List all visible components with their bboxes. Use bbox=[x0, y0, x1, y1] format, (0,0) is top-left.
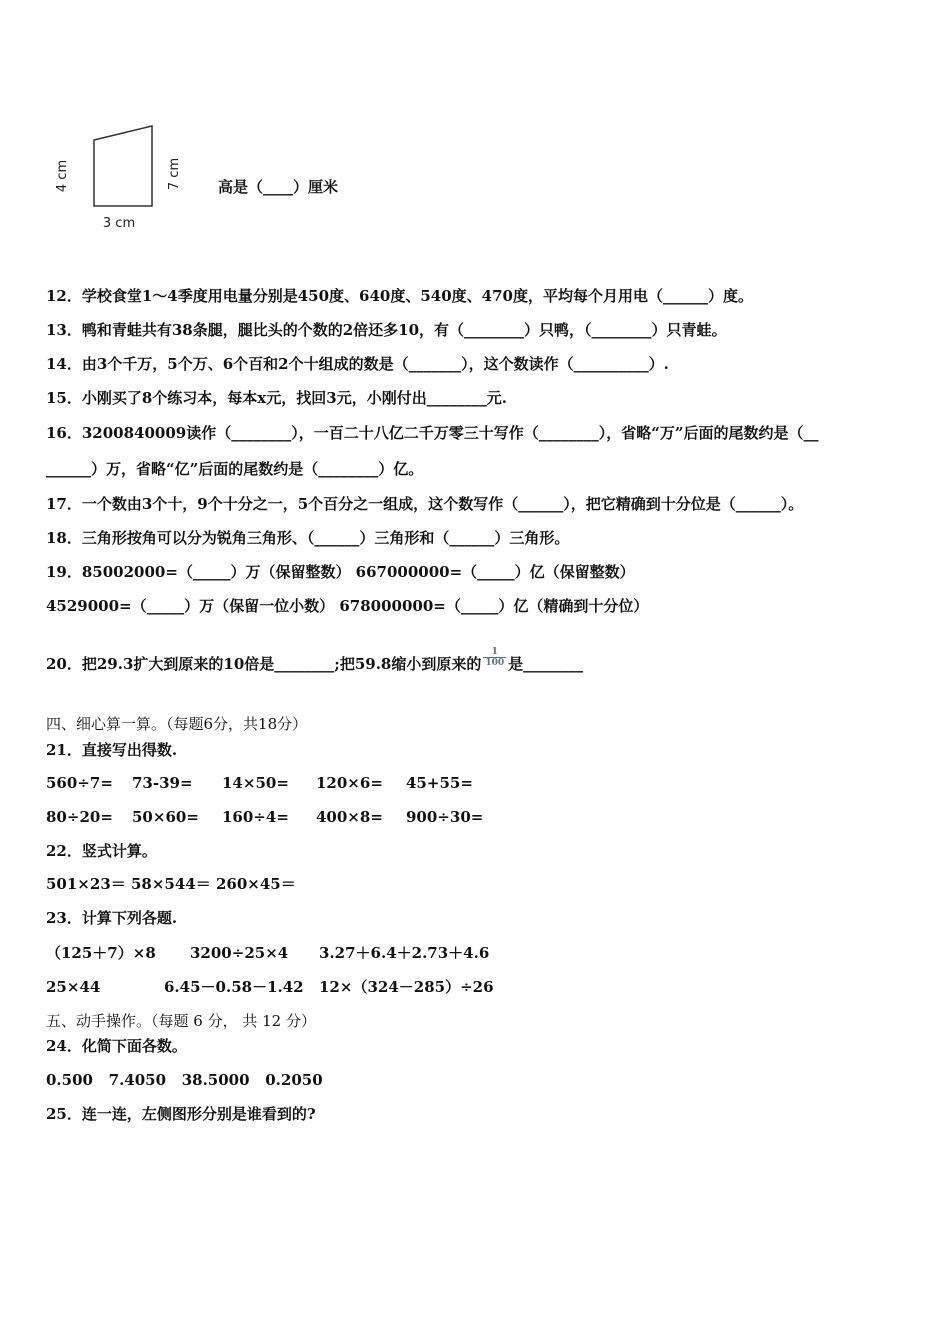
calc-item: 560÷7= bbox=[46, 774, 113, 792]
question-24: 24．化简下面各数。 bbox=[46, 1037, 187, 1055]
calc-item: 120×6= bbox=[316, 774, 383, 792]
section-4-title: 四、细心算一算。（每题6分，共18分） bbox=[46, 715, 308, 733]
calc-item: 73-39= bbox=[132, 774, 193, 792]
calc-row-2 bbox=[46, 807, 483, 827]
question-14: 14．由3个千万，5个万、6个百和2个十组成的数是（_______），这个数读作（__________）. bbox=[46, 355, 669, 373]
calc-item: 25×44 bbox=[46, 978, 101, 996]
calc-item: 45+55= bbox=[406, 774, 473, 792]
question-16-line1: 16．3200840009读作（________），一百二十八亿二千万零三十写作（________），省略“万”后面的尾数约是（__ bbox=[46, 424, 819, 442]
calc-item: 6.45－0.58－1.42 bbox=[164, 978, 304, 996]
question-12: 12．学校食堂1～4季度用电量分别是450度、640度、540度、470度，平均每个月用电（______）度。 bbox=[46, 287, 753, 305]
fraction-numerator: 1 bbox=[483, 647, 506, 658]
question-16-line2: ______）万，省略“亿”后面的尾数约是（________）亿。 bbox=[46, 460, 424, 478]
calc-row-1 bbox=[46, 773, 473, 793]
calc-item: 160÷4= bbox=[222, 808, 289, 826]
figure-question: 高是（____）厘米 bbox=[218, 178, 339, 196]
calc-item: 3200÷25×4 bbox=[190, 944, 289, 962]
question-23: 23．计算下列各题. bbox=[46, 909, 178, 927]
calc-item: 400×8= bbox=[316, 808, 383, 826]
trapezoid-figure bbox=[44, 118, 194, 236]
question-24-items: 0.500 7.4050 38.5000 0.2050 bbox=[46, 1071, 323, 1089]
left-side-label: 4 cm bbox=[55, 159, 70, 193]
question-21: 21．直接写出得数. bbox=[46, 741, 178, 759]
calc-item: 12×（324－285）÷26 bbox=[319, 978, 494, 996]
question-22: 22．竖式计算。 bbox=[46, 842, 157, 860]
question-20 bbox=[46, 646, 584, 676]
question-13: 13．鸭和青蛙共有38条腿，腿比头的个数的2倍还多10，有（________）只鸭，（________）只青蛙。 bbox=[46, 321, 727, 339]
calc-item: 50×60= bbox=[132, 808, 199, 826]
question-15: 15．小刚买了8个练习本，每本x元，找回3元，小刚付出________元. bbox=[46, 389, 507, 407]
question-25: 25．连一连，左侧图形分别是谁看到的? bbox=[46, 1105, 316, 1123]
trapezoid-shape bbox=[94, 126, 152, 206]
calc-item: （125＋7）×8 bbox=[46, 944, 156, 962]
calc-item: 900÷30= bbox=[406, 808, 484, 826]
question-19-line2: 4529000=（_____）万（保留一位小数） 678000000=（_____）亿（精确到十分位） bbox=[46, 597, 649, 615]
question-22-items: 501×23＝ 58×544＝ 260×45＝ bbox=[46, 875, 296, 893]
question-20-tail: 是________ bbox=[508, 655, 584, 673]
question-17: 17．一个数由3个十，9个十分之一，5个百分之一组成，这个数写作（______），把它精确到十分位是（______）。 bbox=[46, 495, 804, 513]
calc-item: 14×50= bbox=[222, 774, 289, 792]
question-18: 18．三角形按角可以分为锐角三角形、（______）三角形和（______）三角形。 bbox=[46, 529, 570, 547]
q23-row-2 bbox=[46, 977, 494, 997]
q23-row-1 bbox=[46, 943, 489, 963]
calc-item: 80÷20= bbox=[46, 808, 113, 826]
section-5-title: 五、动手操作。（每题 6 分， 共 12 分） bbox=[46, 1012, 316, 1030]
question-20-text: 20．把29.3扩大到原来的10倍是________;把59.8缩小到原来的 bbox=[46, 655, 482, 673]
fraction-denominator: 100 bbox=[485, 657, 505, 668]
calc-item: 3.27＋6.4＋2.73＋4.6 bbox=[319, 944, 490, 962]
right-side-label: 7 cm bbox=[167, 157, 182, 191]
question-19-line1: 19．85002000=（_____）万（保留整数） 667000000=（_____）亿（保留整数） bbox=[46, 563, 635, 581]
fraction-one-hundredth bbox=[483, 647, 506, 668]
bottom-side-label: 3 cm bbox=[102, 216, 136, 231]
